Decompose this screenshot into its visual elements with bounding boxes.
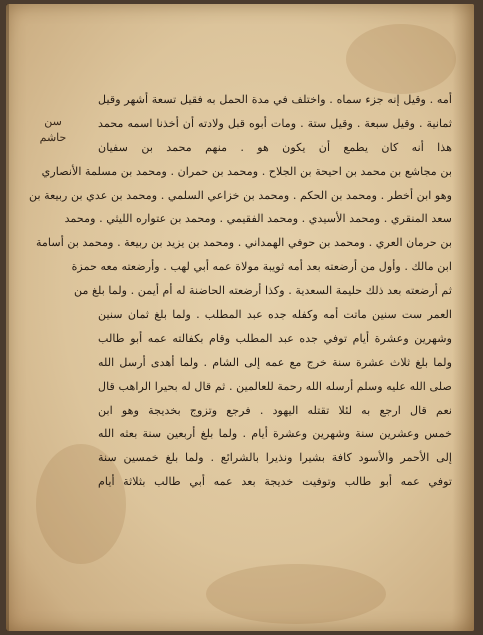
text-line-17: توفي عمه أبو طالب وتوفيت خديجة بعد عمه أبي طالب بثلاثة أيام — [98, 475, 452, 489]
text-line-6: سعد المنقري . ومحمد الأسيدي . ومحمد الفقيمي . ومحمد بن عتواره الليثي . ومحمد — [64, 212, 452, 226]
page-gutter-shadow — [452, 4, 474, 631]
text-line-2: ثمانية . وقيل سبعة . وقيل ستة . ومات أبوه قبل ولادته أن أخذنا اسمه محمد — [98, 116, 452, 130]
paper-stain — [346, 24, 456, 94]
text-line-5: وهو ابن أخطر . ومحمد بن الحكم . ومحمد بن خزاعي السلمي . ومحمد بن عدي بن ربيعة بن — [28, 188, 452, 202]
text-line-7: بن حرمان العري . ومحمد بن حوفي الهمداني . ومحمد بن يزيد بن ربيعة . ومحمد بن أسامة — [35, 236, 452, 250]
text-line-14: نعم قال ارجع به لئلا تقتله اليهود . فرجع وتزوج بخديجة وهو ابن — [98, 403, 452, 417]
manuscript-page — [6, 4, 474, 631]
margin-note-line: سن — [44, 115, 62, 128]
text-line-10: العمر ست سنين ماتت أمه وكفله جده عبد المطلب . ولما بلغ ثمان سنين — [98, 308, 452, 322]
text-line-13: صلى الله عليه وسلم أرسله الله رحمة للعالمين . ثم قال له بحيرا الراهب قال — [98, 379, 452, 393]
text-line-12: ولما بلغ ثلاث عشرة سنة خرج مع عمه إلى الشام . ولما أهدى أرسل الله — [98, 355, 452, 369]
text-line-1: أمه . وقيل إنه جزء سماه . واختلف في مدة الحمل به فقيل تسعة أشهر وقيل — [98, 93, 452, 106]
text-line-11: وشهرين وعشرة أيام توفي جده عبد المطلب وقام بكفالته عمه أبو طالب — [98, 331, 452, 345]
text-line-16: إلى الأحمر والأسود كافة بشيرا ونذيرا بالشرائع . ولما بلغ خمسين سنة — [98, 451, 452, 465]
text-line-3: هذا أنه كان يطمع أن يكون هو . منهم محمد بن سفيان — [98, 140, 452, 154]
text-line-15: خمس وعشرين سنة وشهرين وعشرة أيام . ولما بلغ أربعين سنة بعثه الله — [98, 427, 452, 441]
text-line-4: بن مجاشع بن محمد بن احيحة بن الجلاح . ومحمد بن حمران . ومحمد بن مسلمة الأنصاري — [41, 164, 452, 178]
margin-note — [28, 114, 78, 146]
margin-note-line: حاشم — [39, 131, 67, 144]
page-crease — [6, 4, 9, 631]
text-line-8: ابن مالك . وأول من أرضعته بعد أمه ثويبة مولاة عمه أبي لهب . وأرضعته معه حمزة — [71, 260, 452, 274]
paper-stain — [206, 564, 386, 624]
text-line-9: ثم أرضعته بعد ذلك حليمة السعدية . وكذا أرضعته الحاضنة له أم أيمن . ولما بلغ من — [73, 284, 452, 298]
